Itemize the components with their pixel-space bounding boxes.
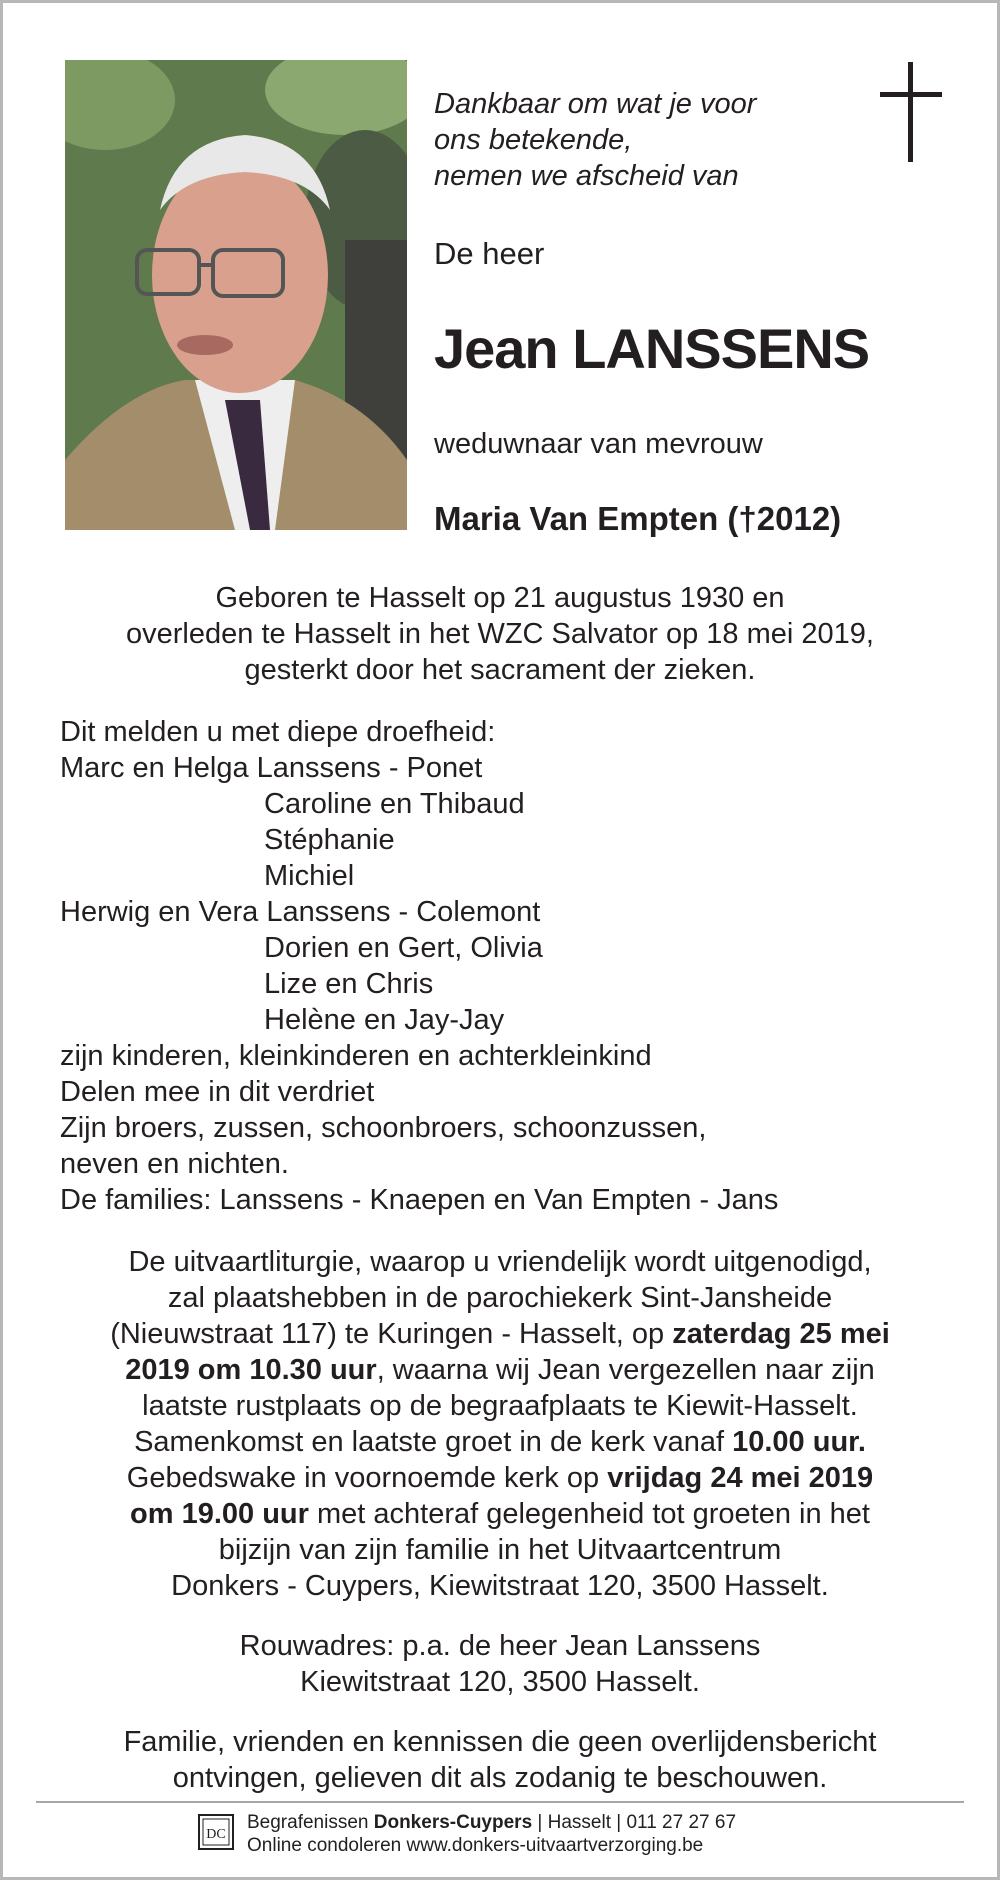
deceased-name: Jean LANSSENS	[434, 317, 870, 380]
paragraph-line: ontvingen, gelieven dit als zodanig te beschouwen.	[172, 1762, 828, 1794]
intro-text	[434, 86, 834, 194]
family-line: De families: Lanssens - Knaepen en Van Empten - Jans	[60, 1184, 779, 1216]
intro-line: ons betekende,	[434, 124, 633, 156]
funeral-time: 2019 om 10.30 uur	[125, 1354, 377, 1386]
closing-paragraph	[30, 1724, 970, 1796]
family-line: neven en nichten.	[60, 1148, 289, 1180]
vigil-time: om 19.00 uur	[130, 1498, 309, 1530]
family-line: Michiel	[264, 860, 355, 892]
mourning-address	[30, 1628, 970, 1700]
footer-text	[247, 1811, 736, 1857]
salutation: De heer	[434, 236, 545, 271]
cross-icon	[880, 62, 942, 162]
paragraph-line: bijzijn van zijn familie in het Uitvaartcentrum	[218, 1534, 782, 1566]
family-line: Zijn broers, zussen, schoonbroers, schoonzussen,	[60, 1112, 707, 1144]
family-list	[60, 714, 960, 1218]
footer-line	[247, 1811, 736, 1834]
paragraph-line	[30, 1424, 970, 1460]
footer-divider	[36, 1801, 964, 1803]
funeral-home-logo	[198, 1814, 234, 1850]
spouse-name: Maria Van Empten (†2012)	[434, 500, 842, 537]
family-line: Delen mee in dit verdriet	[60, 1076, 375, 1108]
paragraph-line: laatste rustplaats op de begraafplaats te Kiewit-Hasselt.	[142, 1390, 858, 1422]
family-line: Dorien en Gert, Olivia	[264, 932, 543, 964]
widow-text: weduwnaar van mevrouw	[434, 428, 763, 460]
paragraph-line	[30, 1496, 970, 1532]
family-line: Helène en Jay-Jay	[264, 1004, 505, 1036]
footer-line: Online condoleren www.donkers-uitvaartverzorging.be	[247, 1835, 704, 1856]
text-span: (Nieuwstraat 117) te Kuringen - Hasselt, op	[110, 1318, 673, 1350]
paragraph-line	[30, 1352, 970, 1388]
paragraph-line: Familie, vrienden en kennissen die geen overlijdensbericht	[123, 1726, 877, 1758]
paragraph-line: Donkers - Cuypers, Kiewitstraat 120, 3500 Hasselt.	[171, 1570, 829, 1602]
text-span: met achteraf gelegenheid tot groeten in het	[308, 1498, 870, 1530]
text-span: Gebedswake in voornoemde kerk op	[126, 1462, 608, 1494]
family-line: Caroline en Thibaud	[264, 788, 525, 820]
birth-death-paragraph	[30, 580, 970, 688]
family-line: zijn kinderen, kleinkinderen en achterkleinkind	[60, 1040, 652, 1072]
logo-text: DC	[206, 1827, 226, 1842]
paragraph-line: Geboren te Hasselt op 21 augustus 1930 en	[215, 582, 785, 614]
paragraph-line: gesterkt door het sacrament der zieken.	[244, 654, 756, 686]
portrait-photo	[65, 60, 407, 530]
family-line: Stéphanie	[264, 824, 395, 856]
vigil-date: vrijdag 24 mei 2019	[607, 1462, 874, 1494]
paragraph-line	[30, 1460, 970, 1496]
text-span: | Hasselt | 011 27 27 67	[532, 1812, 737, 1833]
text-span: Begrafenissen	[247, 1812, 374, 1833]
company-name: Donkers-Cuypers	[373, 1812, 533, 1833]
paragraph-line: Rouwadres: p.a. de heer Jean Lanssens	[239, 1630, 761, 1662]
paragraph-line: overleden te Hasselt in het WZC Salvator op 18 mei 2019,	[126, 618, 874, 650]
family-line: Marc en Helga Lanssens - Ponet	[60, 752, 483, 784]
paragraph-line	[30, 1316, 970, 1352]
funeral-paragraph	[30, 1244, 970, 1604]
intro-line: Dankbaar om wat je voor	[434, 88, 757, 120]
paragraph-line: zal plaatshebben in de parochiekerk Sint-Jansheide	[167, 1282, 833, 1314]
text-span: Samenkomst en laatste groet in de kerk vanaf	[134, 1426, 733, 1458]
paragraph-line: Kiewitstraat 120, 3500 Hasselt.	[300, 1666, 700, 1698]
family-line: Herwig en Vera Lanssens - Colemont	[60, 896, 541, 928]
intro-line: nemen we afscheid van	[434, 160, 739, 192]
funeral-date: zaterdag 25 mei	[672, 1318, 890, 1350]
family-line: Dit melden u met diepe droefheid:	[60, 716, 496, 748]
gathering-time: 10.00 uur.	[732, 1426, 866, 1458]
text-span: , waarna wij Jean vergezellen naar zijn	[376, 1354, 875, 1386]
paragraph-line: De uitvaartliturgie, waarop u vriendelijk wordt uitgenodigd,	[128, 1246, 872, 1278]
family-line: Lize en Chris	[264, 968, 434, 1000]
